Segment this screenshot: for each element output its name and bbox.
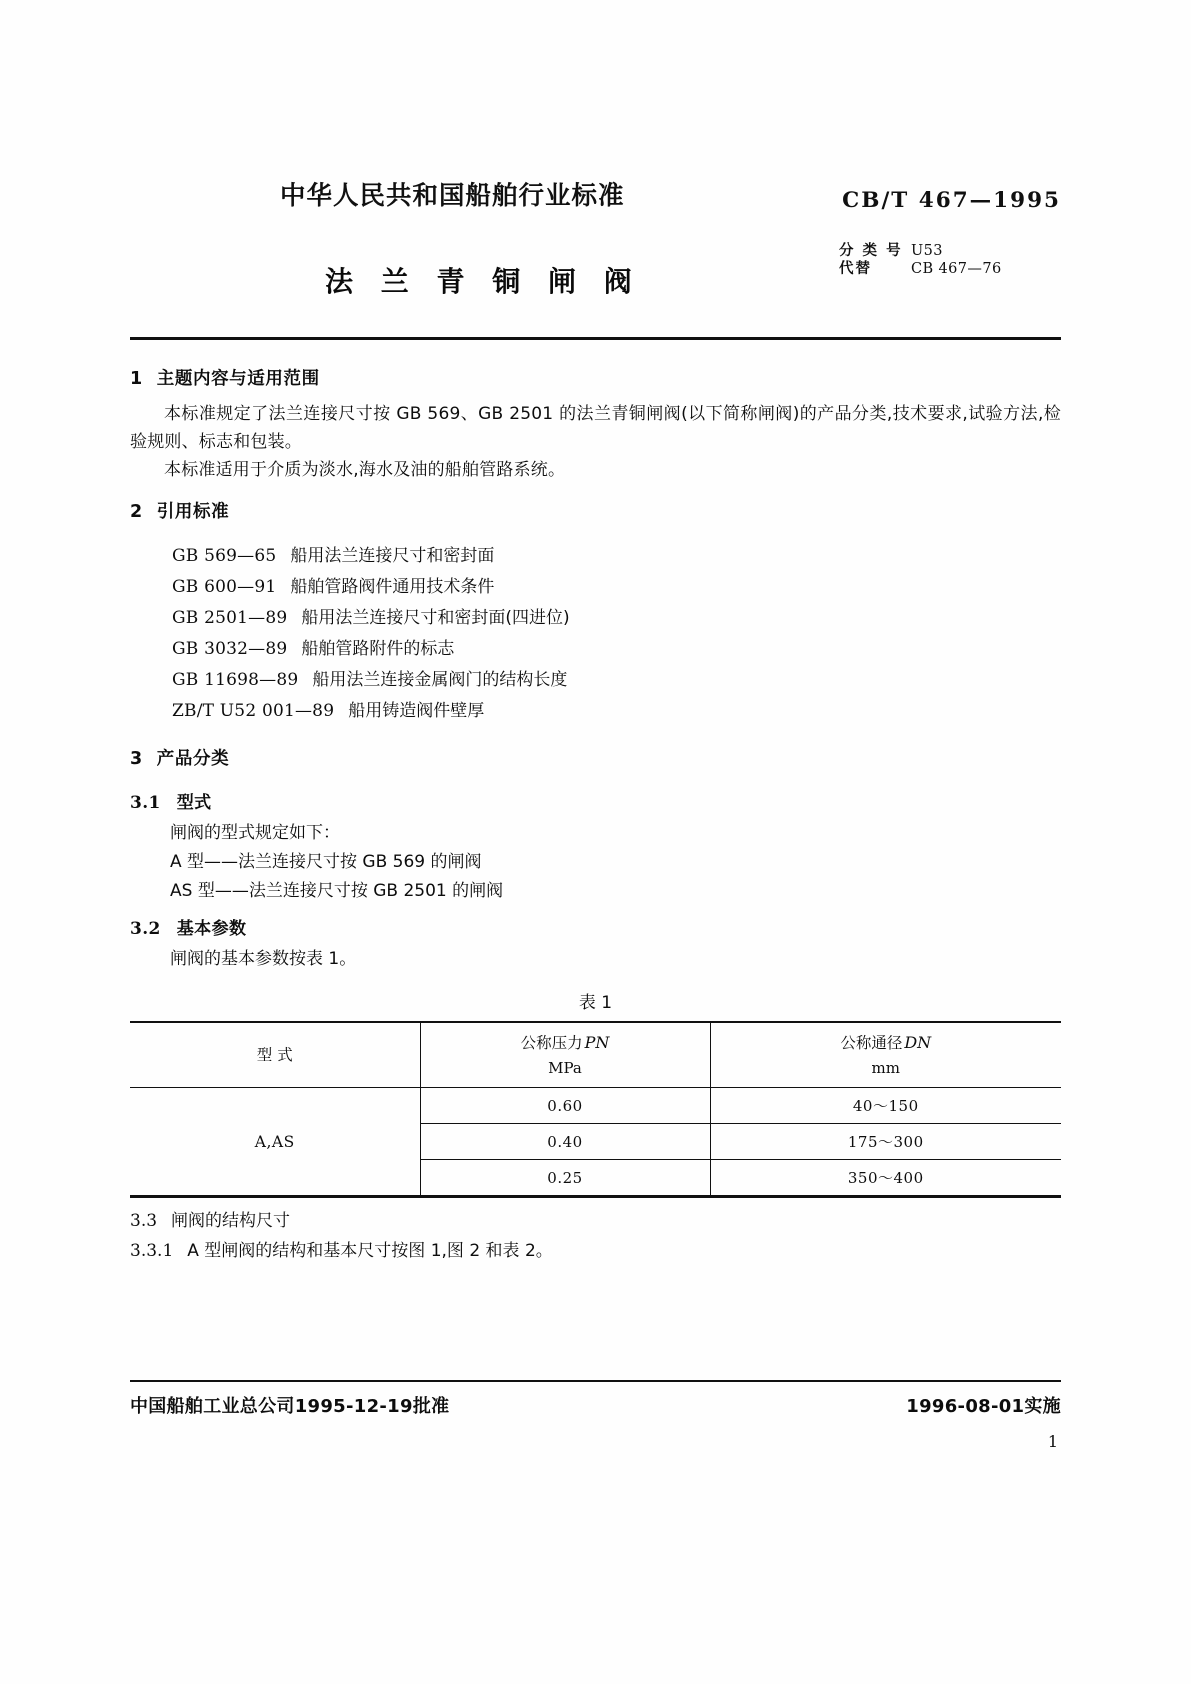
table-row: [130, 1088, 1061, 1124]
section-1-number: 1: [130, 369, 143, 389]
section-3-3-number: 3.3: [130, 1210, 158, 1231]
section-3-number: 3: [130, 749, 143, 769]
nominal-diameter-symbol: DN: [904, 1032, 932, 1052]
section-3-1-lead: 闸阀的型式规定如下：: [170, 823, 340, 843]
table-cell-dn: 350～400: [710, 1160, 1061, 1196]
nominal-pressure-unit: MPa: [548, 1058, 582, 1077]
section-1-title: 主题内容与适用范围: [156, 369, 320, 389]
standard-meta: [839, 242, 1061, 278]
replaces-label: 代替: [839, 261, 872, 277]
footer-effective-date: 1996-08-01实施: [906, 1396, 1061, 1417]
standard-number: CB/T 467—1995: [842, 188, 1061, 213]
reference-item: [172, 541, 1061, 572]
reference-desc: 船舶管路附件的标志: [301, 639, 455, 659]
section-3-2-heading: [130, 914, 1061, 939]
table-1-caption: 表 1: [578, 993, 613, 1013]
replaces-value: CB 467—76: [911, 261, 1002, 277]
document-body: [130, 365, 1061, 1266]
reference-code: GB 600—91: [172, 577, 277, 597]
nominal-diameter-unit: mm: [871, 1058, 900, 1077]
page-number: 1: [1047, 1432, 1058, 1451]
header-divider-rule: [130, 337, 1061, 340]
section-1-paragraph-1: 本标准规定了法兰连接尺寸按 GB 569、GB 2501 的法兰青铜闸阀(以下简称闸阀)的产品分类,技术要求,试验方法,检验规则、标志和包装。: [130, 404, 1061, 452]
section-3-2-lead: 闸阀的基本参数按表 1。: [170, 949, 357, 969]
section-2-heading: [130, 498, 1061, 523]
reference-code: ZB/T U52 001—89: [172, 701, 335, 721]
type-item-as: AS 型——法兰连接尺寸按 GB 2501 的闸阀: [170, 881, 504, 901]
classification-value: U53: [911, 243, 943, 259]
section-3-3-1-text: A 型闸阀的结构和基本尺寸按图 1,图 2 和表 2。: [187, 1240, 553, 1261]
table-cell-dn: 175～300: [710, 1124, 1061, 1160]
reference-item: [172, 603, 1061, 634]
reference-item: [172, 665, 1061, 696]
table-header-type: [130, 1023, 420, 1088]
reference-code: GB 2501—89: [172, 608, 288, 628]
section-2-number: 2: [130, 502, 143, 522]
section-3-3-1-line: [130, 1236, 1061, 1266]
type-item-a: A 型——法兰连接尺寸按 GB 569 的闸阀: [170, 852, 482, 872]
reference-desc: 船用铸造阀件壁厚: [348, 701, 485, 721]
reference-item: [172, 572, 1061, 603]
table-cell-pn: 0.25: [420, 1160, 710, 1196]
table-header-nominal-pressure: [420, 1023, 710, 1088]
nominal-pressure-line1: [422, 1030, 709, 1056]
page-title: 法 兰 青 铜 闸 阀: [325, 265, 641, 298]
section-2-title: 引用标准: [156, 502, 230, 522]
section-3-3-title: 闸阀的结构尺寸: [171, 1210, 291, 1231]
table-cell-pn: 0.60: [420, 1088, 710, 1124]
document-footer: [130, 1392, 1061, 1418]
nominal-diameter-cn: 公称通径: [840, 1033, 903, 1052]
nominal-diameter-line1: [712, 1030, 1061, 1056]
reference-desc: 船舶管路阀件通用技术条件: [290, 577, 495, 597]
section-3-3-heading: [130, 1206, 1061, 1236]
table-header: [130, 1023, 1061, 1088]
reference-desc: 船用法兰连接金属阀门的结构长度: [312, 670, 568, 690]
section-3-2-number: 3.2: [130, 919, 161, 939]
nominal-pressure-symbol: PN: [584, 1032, 610, 1052]
section-3-1-number: 3.1: [130, 793, 161, 813]
reference-code: GB 3032—89: [172, 639, 288, 659]
table-cell-type-value: A,AS: [254, 1132, 295, 1151]
section-3-heading: [130, 745, 1061, 770]
reference-item: [172, 634, 1061, 665]
section-3-2-title: 基本参数: [176, 919, 247, 939]
footer-approval-text: 中国船舶工业总公司1995-12-19批准: [130, 1396, 450, 1417]
section-3-title: 产品分类: [156, 749, 230, 769]
reference-item: [172, 696, 1061, 727]
section-1-heading: [130, 365, 1061, 390]
section-3-3-1-number: 3.3.1: [130, 1240, 174, 1261]
table-body: [130, 1088, 1061, 1196]
nominal-pressure-cn: 公称压力: [520, 1033, 583, 1052]
reference-desc: 船用法兰连接尺寸和密封面(四进位): [301, 608, 570, 628]
table-1-basic-parameters: [130, 1023, 1061, 1195]
table-header-row: [130, 1023, 1061, 1088]
reference-desc: 船用法兰连接尺寸和密封面: [290, 546, 495, 566]
reference-code: GB 569—65: [172, 546, 277, 566]
classification-row: [839, 242, 1061, 260]
standard-org-title: 中华人民共和国船舶行业标准: [280, 181, 625, 211]
section-3-1-title: 型式: [176, 793, 212, 813]
table-cell-dn: 40～150: [710, 1088, 1061, 1124]
section-3-1-heading: [130, 788, 1061, 813]
table-header-type-label: 型 式: [256, 1045, 293, 1064]
table-cell-pn: 0.40: [420, 1124, 710, 1160]
table-header-nominal-diameter: [710, 1023, 1061, 1088]
classification-label: 分 类 号: [839, 243, 903, 259]
section-1-paragraph-2: 本标准适用于介质为淡水,海水及油的船舶管路系统。: [164, 460, 566, 480]
footer-divider-rule: [130, 1380, 1061, 1382]
document-header: [130, 168, 1061, 318]
replaces-row: [839, 260, 1061, 278]
reference-code: GB 11698—89: [172, 670, 299, 690]
